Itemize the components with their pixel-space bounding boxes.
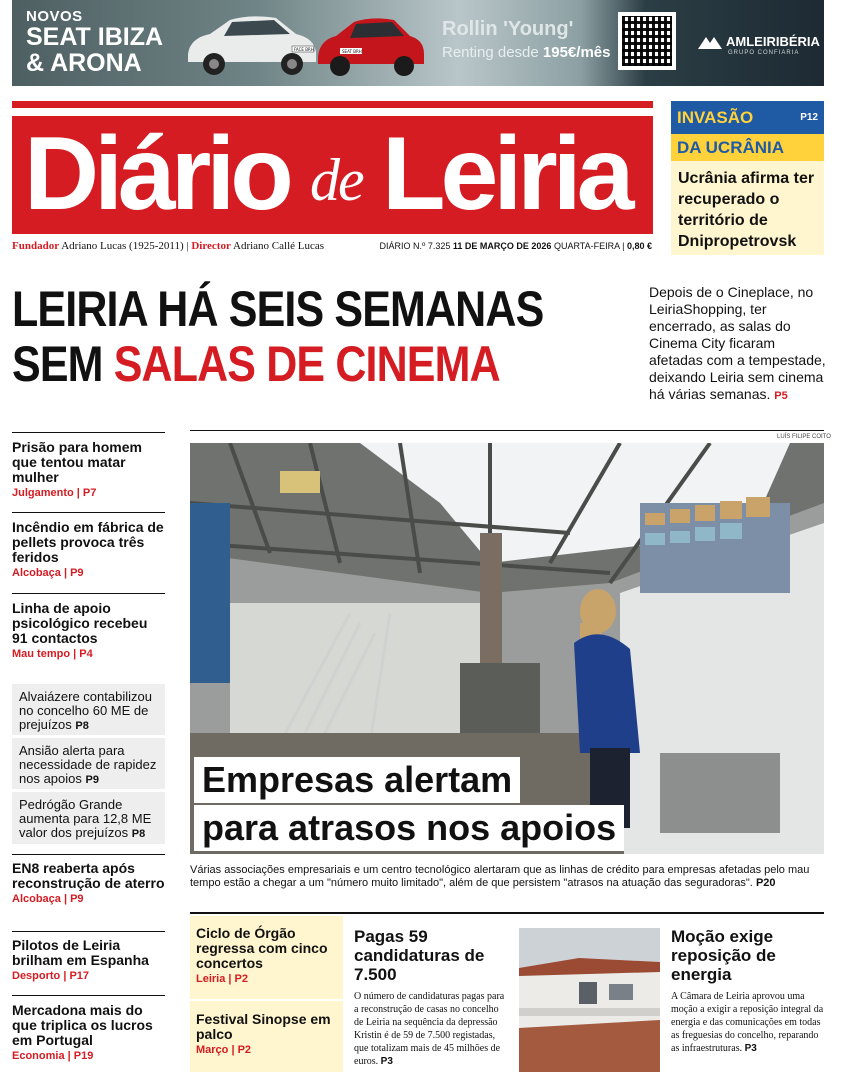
column-divider xyxy=(12,931,165,932)
ad-models-line2: & ARONA xyxy=(26,49,142,77)
column-divider xyxy=(12,854,165,855)
photo-credit: LUÍS FILIPE COITO xyxy=(777,434,831,440)
news-section: Mau tempo | P4 xyxy=(12,648,93,660)
ad-brand-sub: GRUPO CONFIARIA xyxy=(728,50,800,56)
ukraine-teaser[interactable] xyxy=(671,101,824,255)
ad-plate1: FACE BRH xyxy=(294,47,314,52)
news-title: Linha de apoio psicológico recebeu 91 contactos xyxy=(12,600,148,646)
list-item[interactable] xyxy=(196,926,341,987)
bottom-rule xyxy=(190,912,824,914)
news-section: Economia | P19 xyxy=(12,1050,94,1062)
masthead-leiria: Leiria xyxy=(382,116,630,232)
news-title: Ciclo de Órgão regressa com cinco concertos xyxy=(196,925,328,971)
ad-brand: AMLEIRIBÉRIA xyxy=(698,34,820,50)
news-title: EN8 reaberta após reconstrução de aterro xyxy=(12,860,165,891)
headline-line2: SEM SALAS DE CINEMA xyxy=(12,336,500,392)
news-section: Desporto | P17 xyxy=(12,970,90,982)
photo-caption: Várias associações empresariais e um centro tecnológico alertaram que as linhas de crédito para empresas afetadas pelo mau tempo estão a chegar a um "número muito limitado", além de que persistem "atrasos na atuação das seguradoras". P20 xyxy=(190,864,810,889)
issue-info: DIÁRIO N.º 7.325 11 DE MARÇO DE 2026 QUARTA-FEIRA | 0,80 € xyxy=(379,241,652,251)
ad-renting: Renting desde 195€/mês xyxy=(442,44,611,61)
ad-models-line1: SEAT IBIZA xyxy=(26,23,164,51)
ad-models xyxy=(26,24,163,76)
news-title: Incêndio em fábrica de pellets provoca três feridos xyxy=(12,519,164,565)
masthead-top-rule xyxy=(12,101,653,108)
news-title: Festival Sinopse em palco xyxy=(196,1011,331,1042)
masthead-credits: Fundador Adriano Lucas (1925-2011) | Director Adriano Callé Lucas xyxy=(12,240,325,252)
grey-brief[interactable]: Pedrógão Grande aumenta para 12,8 ME valor dos prejuízos P8 xyxy=(12,792,165,844)
column-divider xyxy=(12,593,165,594)
grey-brief[interactable]: Ansião alerta para necessidade de rapidez nos apoios P9 xyxy=(12,738,165,789)
qr-code[interactable] xyxy=(618,12,676,70)
ukraine-label1: INVASÃO xyxy=(671,101,824,134)
headline-lead: Depois de o Cineplace, no LeiriaShopping, ter encerrado, as salas do Cinema City ficaram afetadas com a tempestade, deixando Leiria sem cinema há várias semanas. P5 xyxy=(649,284,826,402)
ad-rollin: Rollin 'Young' xyxy=(442,18,574,40)
headline-line1: LEIRIA HÁ SEIS SEMANAS xyxy=(12,281,544,337)
grey-brief[interactable]: Alvaiázere contabilizou no concelho 60 ME de prejuízos P8 xyxy=(12,684,165,735)
news-section: Março | P2 xyxy=(196,1044,252,1056)
list-item[interactable] xyxy=(12,440,165,501)
red-car-image xyxy=(312,8,427,78)
photo-headline-line2[interactable]: para atrasos nos apoios xyxy=(194,805,624,851)
ad-banner[interactable] xyxy=(12,0,824,86)
brand-logo-icon xyxy=(698,36,722,50)
list-item[interactable] xyxy=(12,601,165,662)
news-section: Alcobaça | P9 xyxy=(12,567,84,579)
caption-page-ref: P20 xyxy=(755,877,776,889)
ukraine-text: Ucrânia afirma ter recuperado o território de Dnipropetrovsk xyxy=(678,170,815,250)
photo-headline-line1[interactable]: Empresas alertam xyxy=(194,757,520,803)
lead-page-ref: P5 xyxy=(774,390,788,402)
news-section: Leiria | P2 xyxy=(196,973,248,985)
masthead-diario: Diário xyxy=(24,116,289,232)
ukraine-page: P12 xyxy=(800,112,818,123)
news-title: Prisão para homem que tentou matar mulher xyxy=(12,439,142,485)
photo-top-rule xyxy=(190,430,824,431)
ad-novos: NOVOS xyxy=(26,8,83,25)
ad-plate2: SEAT BRH xyxy=(342,49,362,54)
news-section: Alcobaça | P9 xyxy=(12,893,84,905)
house-photo[interactable] xyxy=(519,928,660,1072)
list-item[interactable] xyxy=(12,938,165,984)
story-title[interactable]: Pagas 59 candidaturas de 7.500 xyxy=(354,927,485,984)
column-divider xyxy=(12,512,165,513)
ukraine-label2: DA UCRÂNIA xyxy=(671,134,824,161)
news-title: Pilotos de Leiria brilham em Espanha xyxy=(12,937,149,968)
culture-box xyxy=(190,916,343,1072)
house-image xyxy=(519,928,660,1072)
masthead-logo[interactable] xyxy=(12,116,653,234)
column-divider xyxy=(12,432,165,433)
story-text: A Câmara de Leiria aprovou uma moção a exigir a reposição integral da energia e das comunicações em todas as freguesias do concelho, reparando as infraestruturas. P3 xyxy=(671,991,824,1054)
list-item[interactable] xyxy=(196,1012,341,1058)
story-text: O número de candidaturas pagas para a reconstrução de casas no concelho de Leiria na sequência da depressão Kristin é de 59 de 7.500 registadas, que totalizam mais de 45 milhões de euros. P3 xyxy=(354,991,505,1067)
list-item[interactable] xyxy=(12,1003,165,1064)
column-divider xyxy=(12,995,165,996)
list-item[interactable] xyxy=(12,520,165,581)
main-headline[interactable] xyxy=(12,282,554,392)
news-section: Julgamento | P7 xyxy=(12,487,97,499)
masthead-de: de xyxy=(310,147,363,213)
news-title: Mercadona mais do que triplica os lucros em Portugal xyxy=(12,1002,153,1048)
story-title[interactable]: Moção exige reposição de energia xyxy=(671,927,776,984)
white-car-image xyxy=(180,8,320,78)
list-item[interactable] xyxy=(12,861,165,907)
